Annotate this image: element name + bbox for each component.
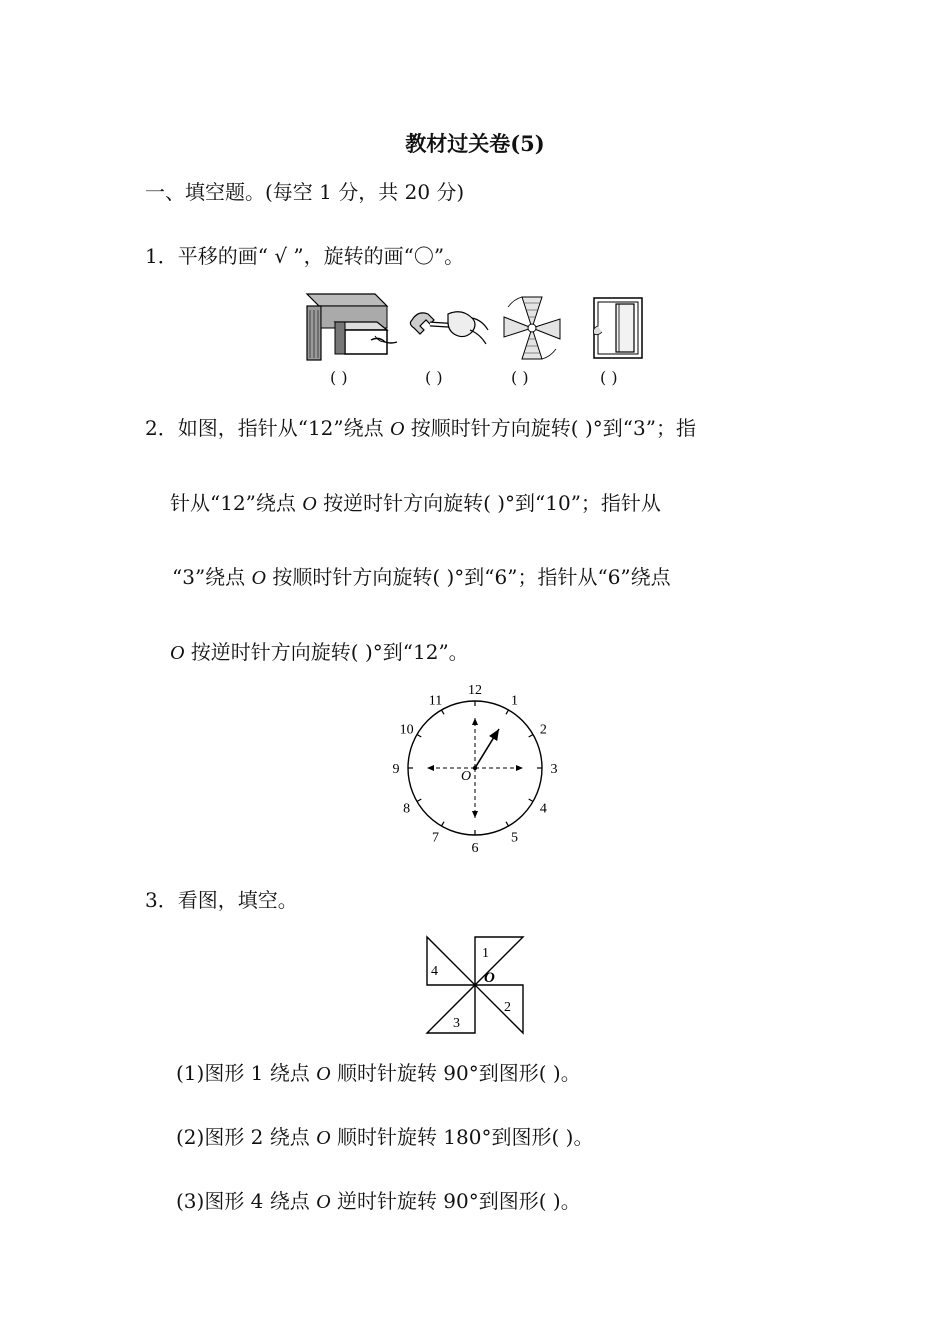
- clock-tick: [506, 822, 509, 826]
- pinwheel-diagram: [424, 935, 526, 1037]
- answer-blank-2[interactable]: ( ): [425, 368, 443, 387]
- figure-label-1: 1: [482, 946, 489, 961]
- clock-tick: [442, 710, 445, 714]
- figure-3: [427, 985, 475, 1033]
- fan-picture: [500, 293, 564, 363]
- point-o: O: [390, 418, 405, 440]
- page-title: 教材过关卷(5): [405, 131, 545, 156]
- question-3-number: 3．: [145, 888, 178, 912]
- clock-tick: [417, 799, 421, 802]
- question-3-text: 看图，填空。: [177, 888, 298, 912]
- figure-label-4: 4: [431, 964, 438, 979]
- text-run: “3”绕点: [172, 565, 252, 589]
- question-3-item-1: [176, 1059, 581, 1088]
- question-2-line-1: [145, 414, 696, 443]
- point-o: O: [316, 1191, 331, 1213]
- pinwheel-center-label: O: [484, 970, 495, 986]
- clock-number-8: 8: [403, 801, 411, 817]
- question-3-item-3: [176, 1187, 581, 1216]
- text-run: (2)图形 2 绕点: [176, 1125, 317, 1149]
- clock-number-2: 2: [539, 722, 547, 738]
- drawer-picture: [305, 292, 400, 362]
- clock-center-label: O: [461, 769, 472, 784]
- clock-number-12: 12: [468, 683, 482, 698]
- window-picture: [592, 296, 644, 360]
- clock-tick: [417, 735, 421, 738]
- clock-number-11: 11: [428, 693, 443, 709]
- answer-blank-1[interactable]: ( ): [330, 368, 348, 387]
- question-1-text: 平移的画“ √ ”，旋转的画“〇”。: [177, 244, 465, 268]
- question-2-line-4: [170, 638, 469, 667]
- answer-blank-4[interactable]: ( ): [600, 368, 618, 387]
- text-run: (3)图形 4 绕点: [176, 1189, 317, 1213]
- clock-number-1: 1: [511, 693, 518, 709]
- clock-number-7: 7: [432, 830, 439, 846]
- figure-2: [475, 985, 523, 1033]
- question-2-number: 2．: [145, 416, 178, 440]
- question-1: [145, 242, 464, 270]
- figure-label-2: 2: [504, 1000, 511, 1015]
- center-point: [473, 766, 477, 770]
- question-3: [145, 886, 298, 914]
- text-run: 针从“12”绕点: [170, 491, 303, 515]
- point-o: O: [316, 1063, 331, 1085]
- point-o: O: [316, 1127, 331, 1149]
- clock-number-9: 9: [392, 762, 400, 777]
- clock-hand: [475, 729, 499, 768]
- question-2-line-2: [170, 489, 661, 518]
- clock-tick: [442, 822, 445, 826]
- clock-diagram: [392, 683, 558, 856]
- text-run: 顺时针旋转 180°到图形( )。: [330, 1125, 594, 1149]
- clock-tick: [529, 799, 533, 802]
- text-run: 按顺时针方向旋转( )°到“6”；指针从“6”绕点: [265, 565, 671, 589]
- clock-tick: [506, 710, 509, 714]
- question-2-line-3: [172, 563, 671, 592]
- question-3-item-2: [176, 1123, 593, 1152]
- clock-number-3: 3: [550, 762, 558, 777]
- text-run: 按逆时针方向旋转( )°到“12”。: [184, 640, 469, 664]
- question-1-number: 1．: [145, 244, 178, 268]
- figure-1: [475, 937, 523, 985]
- point-o: O: [251, 567, 266, 589]
- text-run: 顺时针旋转 90°到图形( )。: [330, 1061, 581, 1085]
- text-run: (1)图形 1 绕点: [176, 1061, 317, 1085]
- clock-number-5: 5: [511, 830, 518, 846]
- text-run: 按顺时针方向旋转( )°到“3”；指: [404, 416, 696, 440]
- text-run: 按逆时针方向旋转( )°到“10”；指针从: [316, 491, 661, 515]
- figure-label-3: 3: [453, 1016, 460, 1031]
- clock-number-6: 6: [471, 841, 479, 856]
- clock-number-4: 4: [539, 801, 547, 817]
- section-heading: 一、填空题。(每空 1 分，共 20 分): [145, 180, 465, 204]
- text-run: 如图，指针从“12”绕点: [177, 416, 390, 440]
- point-o: O: [302, 493, 317, 515]
- clock-number-10: 10: [399, 722, 414, 738]
- clock-tick: [529, 735, 533, 738]
- wrench-picture: [408, 300, 490, 350]
- answer-blank-3[interactable]: ( ): [511, 368, 529, 387]
- point-o: O: [170, 642, 185, 664]
- text-run: 逆时针旋转 90°到图形( )。: [330, 1189, 581, 1213]
